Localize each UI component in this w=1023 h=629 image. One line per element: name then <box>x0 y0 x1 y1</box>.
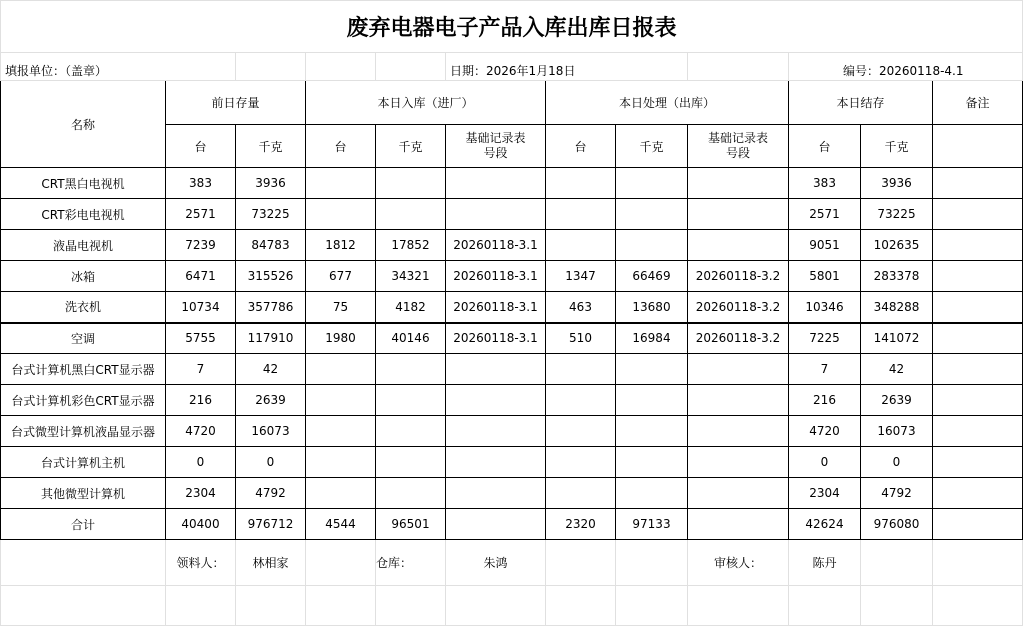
closing-units: 9051 <box>789 230 861 261</box>
reviewer-label: 审核人： <box>688 540 789 586</box>
closing-kg: 283378 <box>861 261 933 292</box>
meta-empty-cell <box>688 53 789 81</box>
out-kg: 13680 <box>616 292 688 323</box>
grid-empty-cell <box>306 586 376 626</box>
out-record <box>688 385 789 416</box>
note-cell <box>933 323 1023 354</box>
prev-kg: 976712 <box>236 509 306 540</box>
grid-empty-cell <box>688 586 789 626</box>
out-record <box>688 478 789 509</box>
in-record: 20260118-3.1 <box>446 230 546 261</box>
out-kg: 16984 <box>616 323 688 354</box>
out-record <box>688 509 789 540</box>
table-row <box>1 478 1023 509</box>
in-kg <box>376 385 446 416</box>
out-kg: 66469 <box>616 261 688 292</box>
table-row <box>1 447 1023 478</box>
in-units: 1812 <box>306 230 376 261</box>
closing-units: 5801 <box>789 261 861 292</box>
out-units <box>546 478 616 509</box>
row-name: 空调 <box>1 323 166 354</box>
grid-empty-cell <box>933 586 1023 626</box>
in-record <box>446 416 546 447</box>
closing-kg: 4792 <box>861 478 933 509</box>
prev-units: 383 <box>166 168 236 199</box>
in-record <box>446 354 546 385</box>
closing-units: 0 <box>789 447 861 478</box>
sig-empty-cell <box>861 540 933 586</box>
table-row <box>1 168 1023 199</box>
prev-units: 2304 <box>166 478 236 509</box>
in-units <box>306 354 376 385</box>
header-note: 备注 <box>933 81 1023 125</box>
row-name: 台式计算机彩色CRT显示器 <box>1 385 166 416</box>
note-cell <box>933 199 1023 230</box>
total-row <box>1 509 1023 540</box>
grid-empty-cell <box>236 586 306 626</box>
header-closing-units: 台 <box>789 125 861 168</box>
in-units: 1980 <box>306 323 376 354</box>
in-kg: 34321 <box>376 261 446 292</box>
receiver-label: 领料人： <box>166 540 236 586</box>
row-name: 台式计算机黑白CRT显示器 <box>1 354 166 385</box>
in-record <box>446 509 546 540</box>
header-closing-kg: 千克 <box>861 125 933 168</box>
closing-kg: 3936 <box>861 168 933 199</box>
in-units <box>306 447 376 478</box>
note-cell <box>933 416 1023 447</box>
closing-units: 42624 <box>789 509 861 540</box>
in-kg: 17852 <box>376 230 446 261</box>
header-out-units: 台 <box>546 125 616 168</box>
prev-units: 7239 <box>166 230 236 261</box>
out-record <box>688 168 789 199</box>
note-cell <box>933 230 1023 261</box>
in-record: 20260118-3.1 <box>446 323 546 354</box>
out-kg <box>616 199 688 230</box>
out-units: 1347 <box>546 261 616 292</box>
report-number: 编号：20260118-4.1 <box>789 53 1023 81</box>
in-units <box>306 199 376 230</box>
in-record <box>446 478 546 509</box>
meta-empty-cell <box>236 53 306 81</box>
out-units <box>546 416 616 447</box>
row-name: 台式微型计算机液晶显示器 <box>1 416 166 447</box>
row-name: CRT黑白电视机 <box>1 168 166 199</box>
prev-kg: 16073 <box>236 416 306 447</box>
header-prev-stock: 前日存量 <box>166 81 306 125</box>
out-kg <box>616 168 688 199</box>
grid-empty-cell <box>616 586 688 626</box>
in-kg: 96501 <box>376 509 446 540</box>
sig-empty-cell <box>933 540 1023 586</box>
in-record: 20260118-3.1 <box>446 261 546 292</box>
grid-empty-cell <box>861 586 933 626</box>
closing-kg: 141072 <box>861 323 933 354</box>
row-name: 洗衣机 <box>1 292 166 323</box>
out-units: 2320 <box>546 509 616 540</box>
record-line-1: 基础记录表 <box>707 131 768 145</box>
row-name: 冰箱 <box>1 261 166 292</box>
meta-empty-cell <box>376 53 446 81</box>
report-date: 日期：2026年1月18日 <box>446 53 688 81</box>
closing-kg: 0 <box>861 447 933 478</box>
out-kg <box>616 354 688 385</box>
prev-units: 5755 <box>166 323 236 354</box>
prev-kg: 3936 <box>236 168 306 199</box>
out-units <box>546 354 616 385</box>
header-name: 名称 <box>1 81 166 168</box>
sig-empty-cell <box>306 540 376 586</box>
grid-empty-cell <box>166 586 236 626</box>
prev-kg: 84783 <box>236 230 306 261</box>
in-record: 20260118-3.1 <box>446 292 546 323</box>
header-in-today: 本日入库（进厂） <box>306 81 546 125</box>
in-record <box>446 385 546 416</box>
prev-units: 4720 <box>166 416 236 447</box>
prev-units: 7 <box>166 354 236 385</box>
closing-units: 2571 <box>789 199 861 230</box>
prev-kg: 0 <box>236 447 306 478</box>
meta-empty-cell <box>306 53 376 81</box>
record-line-2: 号段 <box>725 146 750 160</box>
reviewer-name: 陈丹 <box>789 540 861 586</box>
prev-kg: 4792 <box>236 478 306 509</box>
prev-kg: 357786 <box>236 292 306 323</box>
table-row <box>1 323 1023 354</box>
note-cell <box>933 385 1023 416</box>
in-units <box>306 168 376 199</box>
header-prev-units: 台 <box>166 125 236 168</box>
grid-empty-cell <box>546 586 616 626</box>
sig-empty-cell <box>1 540 166 586</box>
warehouse-label: 仓库： <box>376 540 446 586</box>
in-kg <box>376 354 446 385</box>
prev-units: 40400 <box>166 509 236 540</box>
header-closing-stock: 本日结存 <box>789 81 933 125</box>
record-line-1: 基础记录表 <box>465 131 526 145</box>
in-kg <box>376 478 446 509</box>
prev-units: 10734 <box>166 292 236 323</box>
closing-kg: 102635 <box>861 230 933 261</box>
closing-kg: 348288 <box>861 292 933 323</box>
out-kg <box>616 230 688 261</box>
out-record <box>688 199 789 230</box>
note-cell <box>933 168 1023 199</box>
out-record <box>688 447 789 478</box>
closing-units: 2304 <box>789 478 861 509</box>
closing-kg: 42 <box>861 354 933 385</box>
out-kg: 97133 <box>616 509 688 540</box>
reporting-unit: 填报单位：（盖章） <box>1 53 236 81</box>
prev-units: 6471 <box>166 261 236 292</box>
prev-kg: 42 <box>236 354 306 385</box>
closing-units: 383 <box>789 168 861 199</box>
prev-kg: 117910 <box>236 323 306 354</box>
closing-kg: 73225 <box>861 199 933 230</box>
out-units: 463 <box>546 292 616 323</box>
in-record <box>446 199 546 230</box>
prev-units: 216 <box>166 385 236 416</box>
out-record <box>688 230 789 261</box>
grid-empty-cell <box>1 586 166 626</box>
header-in-units: 台 <box>306 125 376 168</box>
total-label: 合计 <box>1 509 166 540</box>
in-record <box>446 168 546 199</box>
out-units <box>546 385 616 416</box>
header-out-record <box>688 125 789 168</box>
prev-kg: 315526 <box>236 261 306 292</box>
table-row <box>1 385 1023 416</box>
closing-units: 216 <box>789 385 861 416</box>
note-cell <box>933 261 1023 292</box>
out-kg <box>616 478 688 509</box>
row-name: CRT彩电电视机 <box>1 199 166 230</box>
header-note-blank <box>933 125 1023 168</box>
table-row <box>1 354 1023 385</box>
in-kg <box>376 447 446 478</box>
in-record <box>446 447 546 478</box>
in-units <box>306 385 376 416</box>
note-cell <box>933 292 1023 323</box>
header-out-kg: 千克 <box>616 125 688 168</box>
in-units: 677 <box>306 261 376 292</box>
header-in-kg: 千克 <box>376 125 446 168</box>
out-units <box>546 168 616 199</box>
closing-kg: 2639 <box>861 385 933 416</box>
out-units <box>546 199 616 230</box>
grid-empty-cell <box>446 586 546 626</box>
table-row <box>1 261 1023 292</box>
in-kg <box>376 168 446 199</box>
in-units <box>306 478 376 509</box>
sig-empty-cell <box>546 540 616 586</box>
table-row <box>1 292 1023 323</box>
out-record: 20260118-3.2 <box>688 292 789 323</box>
prev-kg: 73225 <box>236 199 306 230</box>
out-record <box>688 416 789 447</box>
record-line-2: 号段 <box>483 146 508 160</box>
note-cell <box>933 354 1023 385</box>
sig-empty-cell <box>616 540 688 586</box>
table-row <box>1 199 1023 230</box>
closing-units: 7225 <box>789 323 861 354</box>
table-row <box>1 416 1023 447</box>
prev-units: 2571 <box>166 199 236 230</box>
row-name: 其他微型计算机 <box>1 478 166 509</box>
receiver-name: 林相家 <box>236 540 306 586</box>
closing-units: 7 <box>789 354 861 385</box>
header-prev-kg: 千克 <box>236 125 306 168</box>
row-name: 液晶电视机 <box>1 230 166 261</box>
out-record: 20260118-3.2 <box>688 261 789 292</box>
in-units: 75 <box>306 292 376 323</box>
in-kg <box>376 416 446 447</box>
table-row <box>1 230 1023 261</box>
in-units: 4544 <box>306 509 376 540</box>
in-kg: 4182 <box>376 292 446 323</box>
out-record <box>688 354 789 385</box>
closing-kg: 16073 <box>861 416 933 447</box>
header-in-record <box>446 125 546 168</box>
closing-units: 4720 <box>789 416 861 447</box>
grid-empty-cell <box>376 586 446 626</box>
in-kg <box>376 199 446 230</box>
note-cell <box>933 447 1023 478</box>
report-title: 废弃电器电子产品入库出库日报表 <box>1 1 1023 53</box>
grid-empty-cell <box>789 586 861 626</box>
in-units <box>306 416 376 447</box>
note-cell <box>933 509 1023 540</box>
out-kg <box>616 385 688 416</box>
out-kg <box>616 416 688 447</box>
warehouse-name: 朱鸿 <box>446 540 546 586</box>
prev-kg: 2639 <box>236 385 306 416</box>
closing-units: 10346 <box>789 292 861 323</box>
out-units <box>546 447 616 478</box>
out-units <box>546 230 616 261</box>
out-kg <box>616 447 688 478</box>
note-cell <box>933 478 1023 509</box>
out-units: 510 <box>546 323 616 354</box>
in-kg: 40146 <box>376 323 446 354</box>
prev-units: 0 <box>166 447 236 478</box>
closing-kg: 976080 <box>861 509 933 540</box>
header-out-today: 本日处理（出库） <box>546 81 789 125</box>
out-record: 20260118-3.2 <box>688 323 789 354</box>
row-name: 台式计算机主机 <box>1 447 166 478</box>
